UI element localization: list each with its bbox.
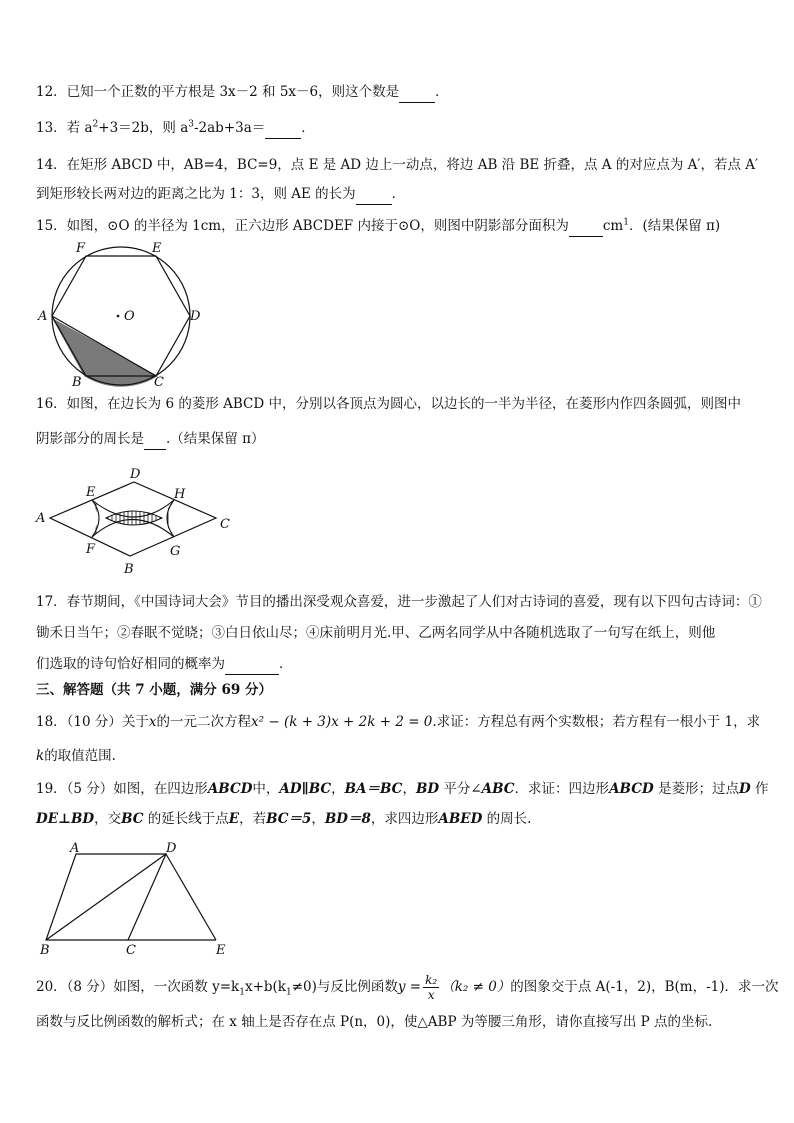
label-B: B	[40, 943, 50, 958]
label-E: E	[86, 485, 96, 500]
label-F: F	[86, 542, 96, 557]
fraction-k2-over-x: $\frac{\text{k₂}}{x}$	[425, 973, 438, 1002]
label-C: C	[154, 375, 164, 390]
label-H: H	[174, 487, 186, 502]
figure-15-hexagon-circle	[30, 236, 210, 392]
label-A: A	[38, 309, 48, 324]
answer-blank	[144, 429, 166, 450]
question-17-line-2: 锄禾日当午；②春眠不觉晓；③白日依山尽；④床前明月光.甲、乙两名同学从中各随机选取了一句写在纸上，则他	[36, 625, 716, 641]
figure-19-quadrilateral	[36, 840, 236, 960]
question-19-line-2: DE⊥BD，交BC 的延长线于点E，若BC＝5，BD＝8，求四边形ABED 的周长.	[36, 811, 532, 827]
label-E: E	[216, 943, 226, 958]
answer-blank	[265, 118, 301, 139]
question-19-line-1: 19．（5 分）如图，在四边形ABCD中，AD∥BC，BA＝BC，BD 平分∠ABC．求证：四边形ABCD 是菱形；过点D 作	[36, 781, 769, 797]
figure-16-rhombus-arcs	[30, 462, 240, 580]
question-20-line-1: 20．（8 分）如图，一次函数 $y=k_1x+b(k_1\ne 0)$与反比例函数y = $\frac{\text{k₂}}{x}$ （k₂ ≠ 0）的图象交于点 A(-1，2)，B(m，-1)．求一次	[36, 973, 779, 1002]
question-17-line-1: 17．春节期间，《中国诗词大会》节目的播出深受观众喜爱，进一步激起了人们对古诗词的喜爱，现有以下四句古诗词：①	[36, 594, 762, 610]
question-14-line-2: 到矩形较长两对边的距离之比为 1：3，则 AE 的长为 ．	[36, 184, 405, 205]
question-12: 12．已知一个正数的平方根是 3x－2 和 5x－6，则这个数是 ．	[36, 82, 449, 103]
center-point	[117, 315, 120, 318]
answer-blank	[399, 82, 435, 103]
question-12-text: 12．已知一个正数的平方根是 3x－2 和 5x－6，则这个数是	[36, 84, 400, 100]
label-G: G	[170, 544, 181, 559]
diagonal-bd	[46, 854, 166, 940]
section-heading: 三、解答题（共 7 小题，满分 69 分）	[36, 682, 272, 698]
answer-blank	[569, 216, 603, 237]
question-18-line-1: 18．（10 分）关于x的一元二次方程x² − (k + 3)x + 2k + 2 = 0.求证：方程总有两个实数根；若方程有一根小于 1，求	[36, 714, 761, 730]
label-D: D	[130, 467, 141, 482]
label-B: B	[124, 562, 134, 577]
label-D: D	[190, 309, 201, 324]
question-16-line-1: 16．如图，在边长为 6 的菱形 ABCD 中，分别以各顶点为圆心，以边长的一半为半径，在菱形内作四条圆弧，则图中	[36, 396, 742, 412]
segment-de	[166, 854, 216, 940]
question-13: 13．若 $a^2+3=2b$，则 $a^3-2ab+3a=$ ．	[36, 118, 315, 139]
answer-blank	[225, 654, 279, 675]
question-16-line-2: 阴影部分的周长是 .（结果保留 π）	[36, 429, 264, 450]
label-A: A	[36, 511, 46, 526]
label-F: F	[76, 241, 86, 256]
answer-blank	[356, 184, 392, 205]
label-O: O	[124, 309, 135, 324]
question-20-line-2: 函数与反比例函数的解析式；在 x 轴上是否存在点 P(n，0)，使△ABP 为等腰三角形，请你直接写出 P 点的坐标.	[36, 1014, 713, 1030]
question-18-line-2: k的取值范围.	[36, 748, 116, 764]
question-14-line-1: 14．在矩形 ABCD 中，AB=4，BC=9，点 E 是 AD 边上一动点，将边 AB 沿 BE 折叠，点 A 的对应点为 A′，若点 A′	[36, 157, 759, 173]
label-A: A	[70, 841, 80, 856]
label-C: C	[220, 517, 230, 532]
label-D: D	[166, 841, 177, 856]
question-17-line-3: 们选取的诗句恰好相同的概率为 ．	[36, 654, 293, 675]
question-15: 15．如图，⊙O 的半径为 1cm，正六边形 ABCDEF 内接于⊙O，则图中阴影部分面积为 $cm^1$．(结果保留 π)	[36, 216, 720, 237]
label-E: E	[152, 241, 162, 256]
label-C: C	[126, 943, 136, 958]
label-B: B	[72, 375, 82, 390]
